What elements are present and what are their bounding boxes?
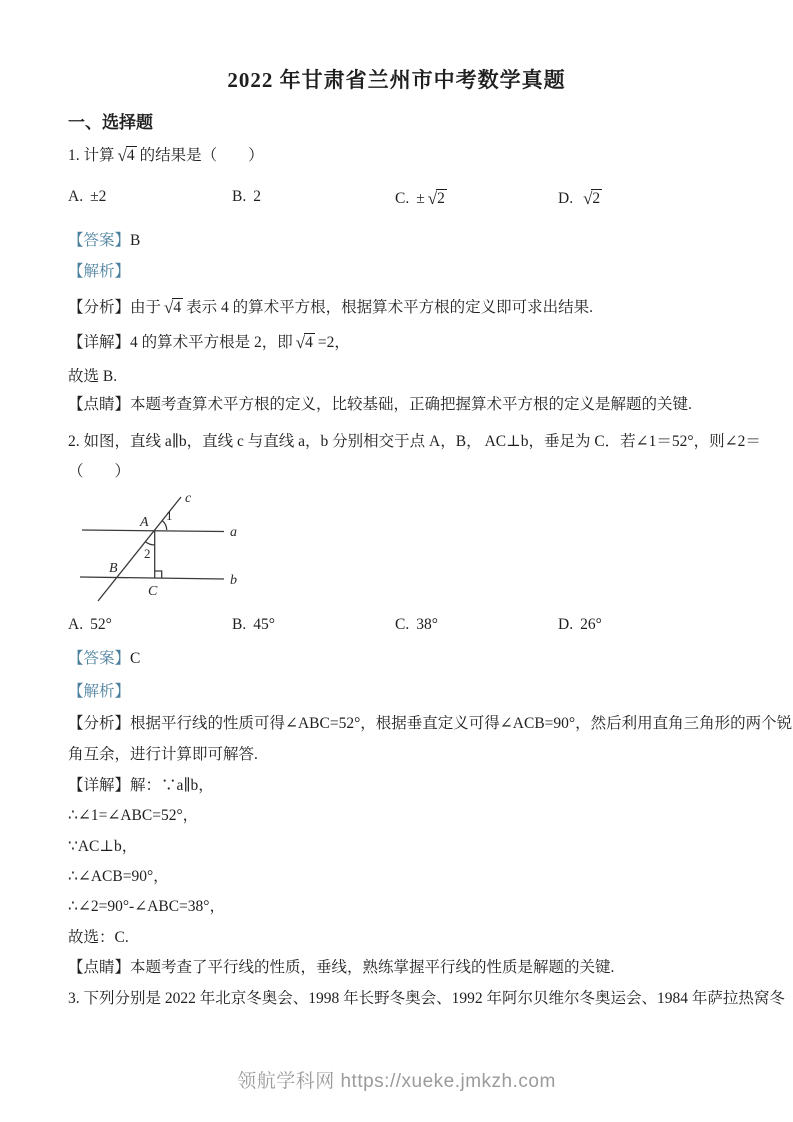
q2-geometry-figure <box>78 488 248 610</box>
label-line-a: a <box>230 525 237 540</box>
q1-option-d: D. √2 <box>558 189 601 208</box>
q1-option-b: B. 2 <box>232 188 261 205</box>
q2-stem-line2: （ ） <box>68 463 131 480</box>
site-watermark: 领航学科网 https://xueke.jmkzh.com <box>237 1071 556 1092</box>
q1-xiangjie-line: 【详解】4 的算术平方根是 2，即 √4 =2， <box>68 333 350 352</box>
q2-option-c: C. 38° <box>395 616 438 633</box>
sqrt-4-expression: √4 <box>295 333 313 352</box>
q2-stem-line1: 2. 如图，直线 a∥b，直线 c 与直线 a，b 分别相交于点 A，B， AC⊥b，垂足为 C．若∠1＝52°，则∠2＝ <box>68 433 761 450</box>
q3-stem-line1: 3. 下列分别是 2022 年北京冬奥会、1998 年长野冬奥会、1992 年阿尔贝维尔冬奥运会、1984 年萨拉热窝冬 <box>68 990 785 1007</box>
q1-fenxi-line: 【分析】由于 √4 表示 4 的算术平方根，根据算术平方根的定义即可求出结果. <box>68 298 593 317</box>
q1-stem <box>68 144 264 167</box>
angle-2-arc <box>145 542 154 545</box>
q1-dianjing-line: 【点睛】本题考查算术平方根的定义，比较基础，正确把握算术平方根的定义是解题的关键. <box>68 396 692 413</box>
q2-jiexi-line <box>68 681 130 703</box>
q1-answer-line <box>68 230 140 252</box>
parallel-line-b <box>80 577 224 579</box>
q2-detail-line: ∴∠ACB=90°， <box>68 868 169 885</box>
q2-detail-line: ∵AC⊥b， <box>68 838 138 855</box>
sqrt-2-expression: √2 <box>583 189 601 208</box>
label-angle-1: 1 <box>166 508 173 523</box>
radical-sign: √ <box>583 189 593 208</box>
q2-conclusion-line: 故选：C. <box>68 929 129 946</box>
q2-fenxi-line1: 【分析】根据平行线的性质可得∠ABC=52°，根据垂直定义可得∠ACB=90°，然后利用直角三角形的两个锐 <box>68 715 793 732</box>
q2-option-b: B. 45° <box>232 616 275 633</box>
page-title: 2022 年甘肃省兰州市中考数学真题 <box>227 68 566 92</box>
q2-answer-line <box>68 648 140 670</box>
q1-option-a: A. ±2 <box>68 188 107 205</box>
radical-sign: √ <box>164 298 174 317</box>
jiexi-tag: 【解析】 <box>68 263 131 280</box>
answer-tag: 【答案】 <box>68 232 131 249</box>
right-angle-mark <box>155 571 162 578</box>
label-line-c: c <box>185 491 192 506</box>
q2-detail-line: ∴∠1=∠ABC=52°， <box>68 807 199 824</box>
sqrt-2-expression: √2 <box>427 189 445 208</box>
q1-conclusion-line: 故选 B. <box>68 368 118 385</box>
q1-option-c: C. ± √2 <box>395 189 445 208</box>
label-point-C: C <box>148 584 158 599</box>
q1-stem-pre: 1. 计算 <box>68 147 115 164</box>
label-line-b: b <box>230 573 237 588</box>
label-point-B: B <box>109 561 118 576</box>
sqrt-4-expression: √4 <box>164 298 182 317</box>
q1-stem-post: 的结果是（ ） <box>139 147 264 164</box>
q2-dianjing-line: 【点睛】本题考查了平行线的性质，垂线，熟练掌握平行线的性质是解题的关键. <box>68 959 615 976</box>
section-heading-choice-questions: 一、选择题 <box>68 113 153 132</box>
jiexi-tag: 【解析】 <box>68 683 131 700</box>
radical-sign: √ <box>117 146 127 165</box>
q1-jiexi-line <box>68 261 130 283</box>
answer-tag: 【答案】 <box>68 650 131 667</box>
q2-option-d: D. 26° <box>558 616 602 633</box>
q2-detail-line: ∴∠2=90°-∠ABC=38°， <box>68 898 225 915</box>
label-point-A: A <box>140 515 149 530</box>
sqrt-4-expression: √4 <box>117 146 135 165</box>
radical-sign: √ <box>295 333 306 352</box>
q2-answer-value: C <box>130 650 141 667</box>
radical-sign: √ <box>427 189 438 208</box>
q1-answer-value: B <box>130 232 141 249</box>
q2-detail-line: 【详解】解：∵a∥b， <box>68 777 214 794</box>
q2-option-a: A. 52° <box>68 616 112 633</box>
q2-fenxi-line2: 角互余，进行计算即可解答. <box>68 746 258 763</box>
label-angle-2: 2 <box>144 546 151 561</box>
